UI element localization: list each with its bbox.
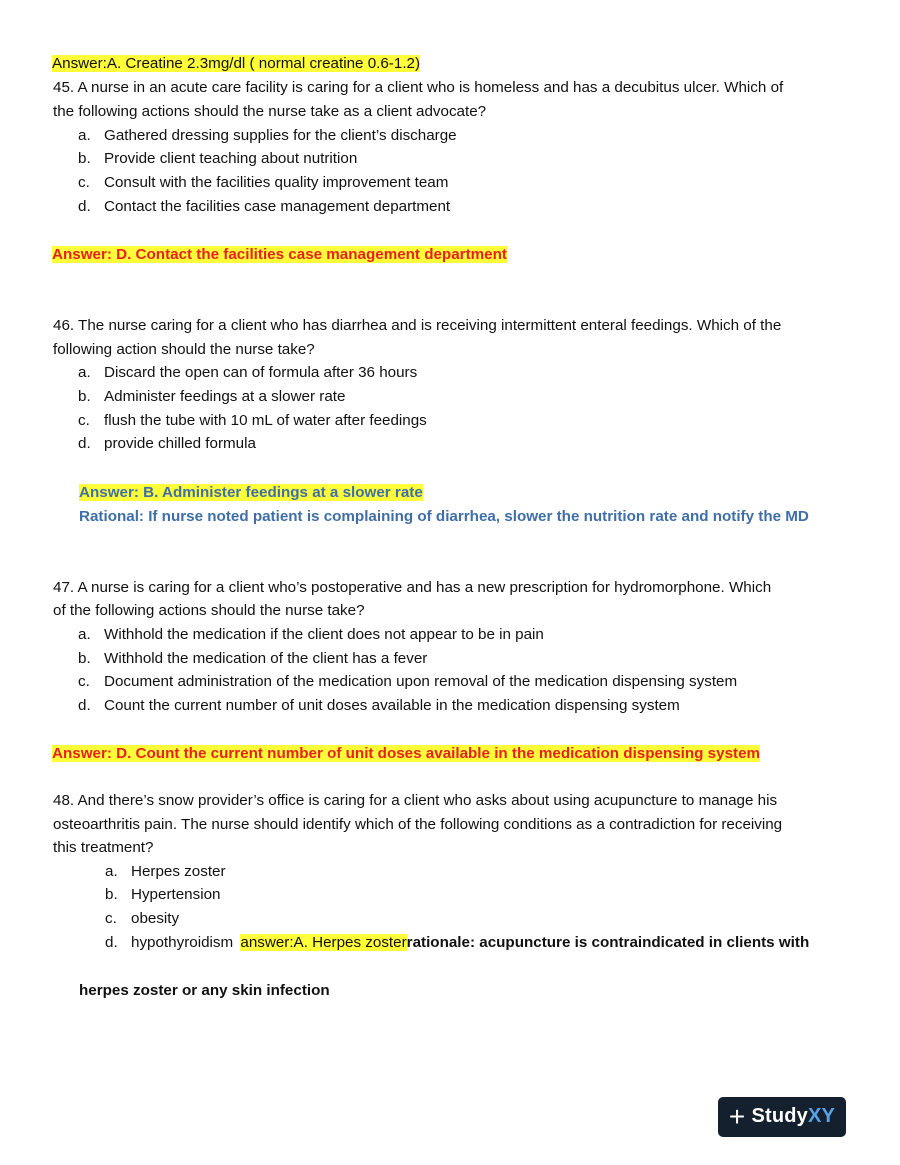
q48-option-d: d. hypothyroidism answer:A. Herpes zosterrationale: acupuncture is contraindicated in clients with (105, 934, 810, 951)
q45-stem-line2: the following actions should the nurse take as a client advocate? (53, 103, 487, 120)
studyxy-badge[interactable] (718, 1097, 846, 1137)
q46-option-d: d. provide chilled formula (78, 435, 256, 452)
q47-option-b: b. Withhold the medication of the client has a fever (78, 650, 428, 667)
q48-option-b: b. Hypertension (105, 886, 221, 903)
q48-answer: answer:A. Herpes zoster (240, 934, 407, 951)
plus-icon: + (728, 1101, 746, 1132)
q46-option-b: b. Administer feedings at a slower rate (78, 388, 346, 405)
q47-stem-line1: 47. A nurse is caring for a client who’s postoperative and has a new prescription for hydromorphone. Which (53, 579, 772, 596)
q45-stem-line1: 45. A nurse in an acute care facility is caring for a client who is homeless and has a decubitus ulcer. Which of (53, 79, 784, 96)
q47-option-d: d. Count the current number of unit doses available in the medication dispensing system (78, 697, 680, 714)
q45-option-a: a. Gathered dressing supplies for the client’s discharge (78, 127, 457, 144)
q45-option-d: d. Contact the facilities case management department (78, 198, 451, 215)
q47-option-a: a. Withhold the medication if the client does not appear to be in pain (78, 626, 544, 643)
q48-stem-line1: 48. And there’s snow provider’s office is caring for a client who asks about using acupuncture to manage his (53, 792, 778, 809)
q45-answer: Answer: D. Contact the facilities case management department (52, 246, 507, 263)
q48-rationale-line2: herpes zoster or any skin infection (79, 982, 330, 999)
q48-option-a: a. Herpes zoster (105, 863, 226, 880)
q45-option-c: c. Consult with the facilities quality improvement team (78, 174, 449, 191)
q48-option-c: c. obesity (105, 910, 180, 927)
q45-option-b: b. Provide client teaching about nutrition (78, 150, 358, 167)
brand-name-accent: XY (808, 1105, 836, 1128)
q47-stem-line2: of the following actions should the nurse take? (53, 602, 365, 619)
q46-option-c: c. flush the tube with 10 mL of water after feedings (78, 412, 427, 429)
q46-option-a: a. Discard the open can of formula after 36 hours (78, 364, 418, 381)
q46-stem-line2: following action should the nurse take? (53, 341, 315, 358)
q46-answer: Answer: B. Administer feedings at a slower rate (79, 484, 423, 501)
q46-rationale: Rational: If nurse noted patient is complaining of diarrhea, slower the nutrition rate and notify the MD (79, 508, 809, 525)
q48-rationale-line1: rationale: acupuncture is contraindicated in clients with (406, 934, 810, 951)
q46-stem-line1: 46. The nurse caring for a client who has diarrhea and is receiving intermittent enteral feedings. Which of the (53, 317, 782, 334)
q47-answer: Answer: D. Count the current number of unit doses available in the medication dispensing system (52, 745, 761, 762)
q44-answer: Answer:A. Creatine 2.3mg/dl ( normal creatine 0.6-1.2) (52, 55, 421, 72)
q47-option-c: c. Document administration of the medication upon removal of the medication dispensing system (78, 673, 738, 690)
q48-stem-line2: osteoarthritis pain. The nurse should identify which of the following conditions as a contradiction for receiving (53, 816, 783, 833)
brand-name-main: Study (751, 1105, 809, 1128)
q48-stem-line3: this treatment? (53, 839, 154, 856)
